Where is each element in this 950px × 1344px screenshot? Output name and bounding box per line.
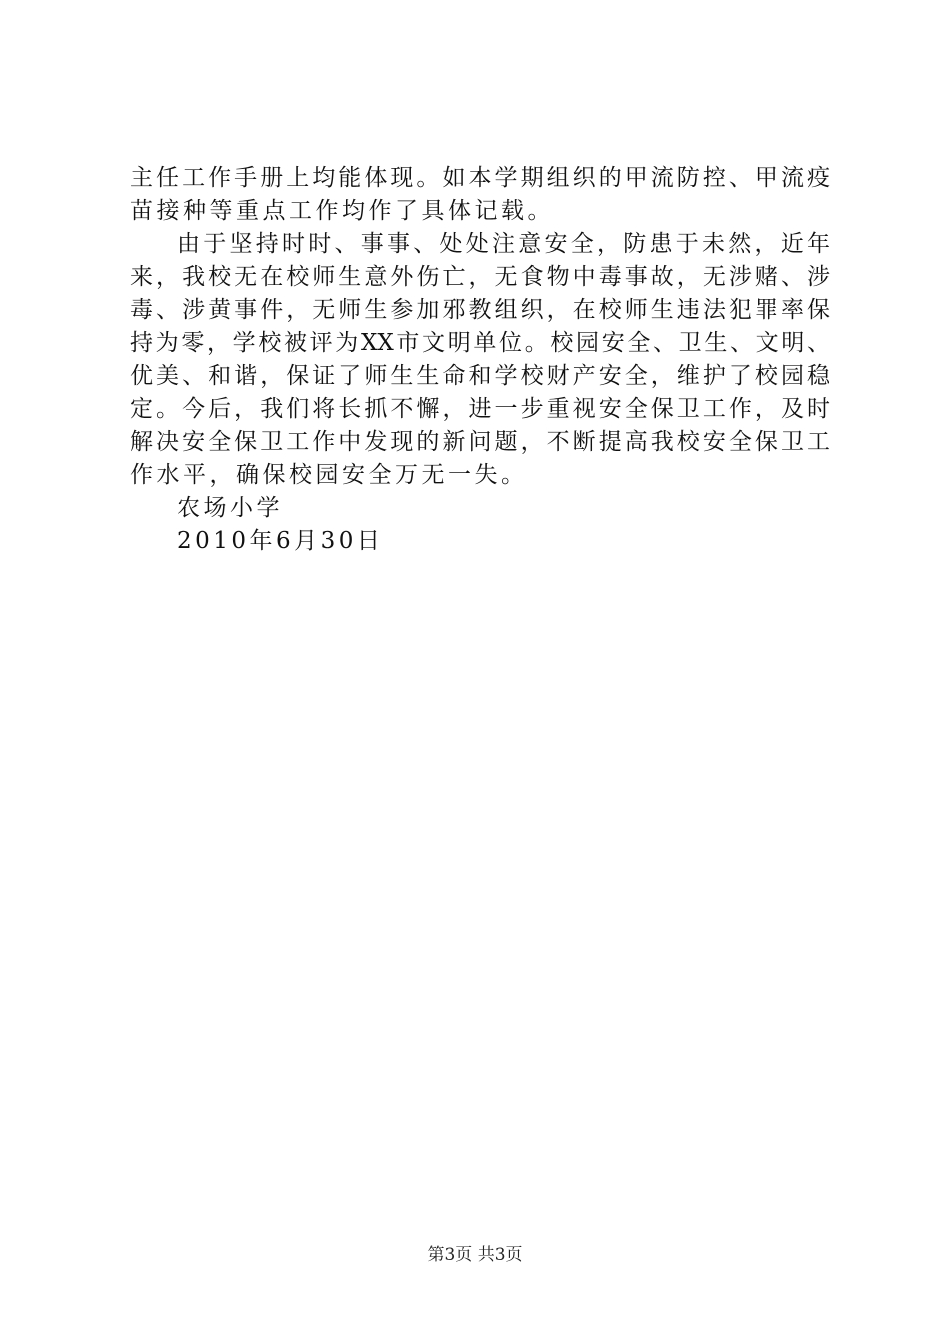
paragraph-line: 由于坚持时时、事事、处处注意安全，防患于未然，近年 xyxy=(177,231,830,257)
paragraph-line: 优美、和谐，保证了师生生命和学校财产安全，维护了校园稳 xyxy=(130,363,830,389)
paragraph-line: 苗接种等重点工作均作了具体记载。 xyxy=(130,198,554,224)
paragraph-line: 解决安全保卫工作中发现的新问题，不断提高我校安全保卫工 xyxy=(130,429,830,455)
paragraph-line: 毒、涉黄事件，无师生参加邪教组织，在校师生违法犯罪率保 xyxy=(130,297,830,323)
page-footer: 第3页 共3页 xyxy=(427,1245,523,1265)
signature-date: 2010年6月30日 xyxy=(177,528,384,554)
paragraph-line: 持为零，学校被评为XX市文明单位。校园安全、卫生、文明、 xyxy=(130,330,830,356)
document-body xyxy=(130,162,830,558)
paragraph-line: 来，我校无在校师生意外伤亡，无食物中毒事故，无涉赌、涉 xyxy=(130,264,830,290)
paragraph-line: 作水平，确保校园安全万无一失。 xyxy=(130,462,528,488)
paragraph-line: 主任工作手册上均能体现。如本学期组织的甲流防控、甲流疫 xyxy=(130,165,830,191)
paragraph-line: 定。今后，我们将长抓不懈，进一步重视安全保卫工作，及时 xyxy=(130,396,830,422)
signature: 农场小学 xyxy=(177,495,283,521)
